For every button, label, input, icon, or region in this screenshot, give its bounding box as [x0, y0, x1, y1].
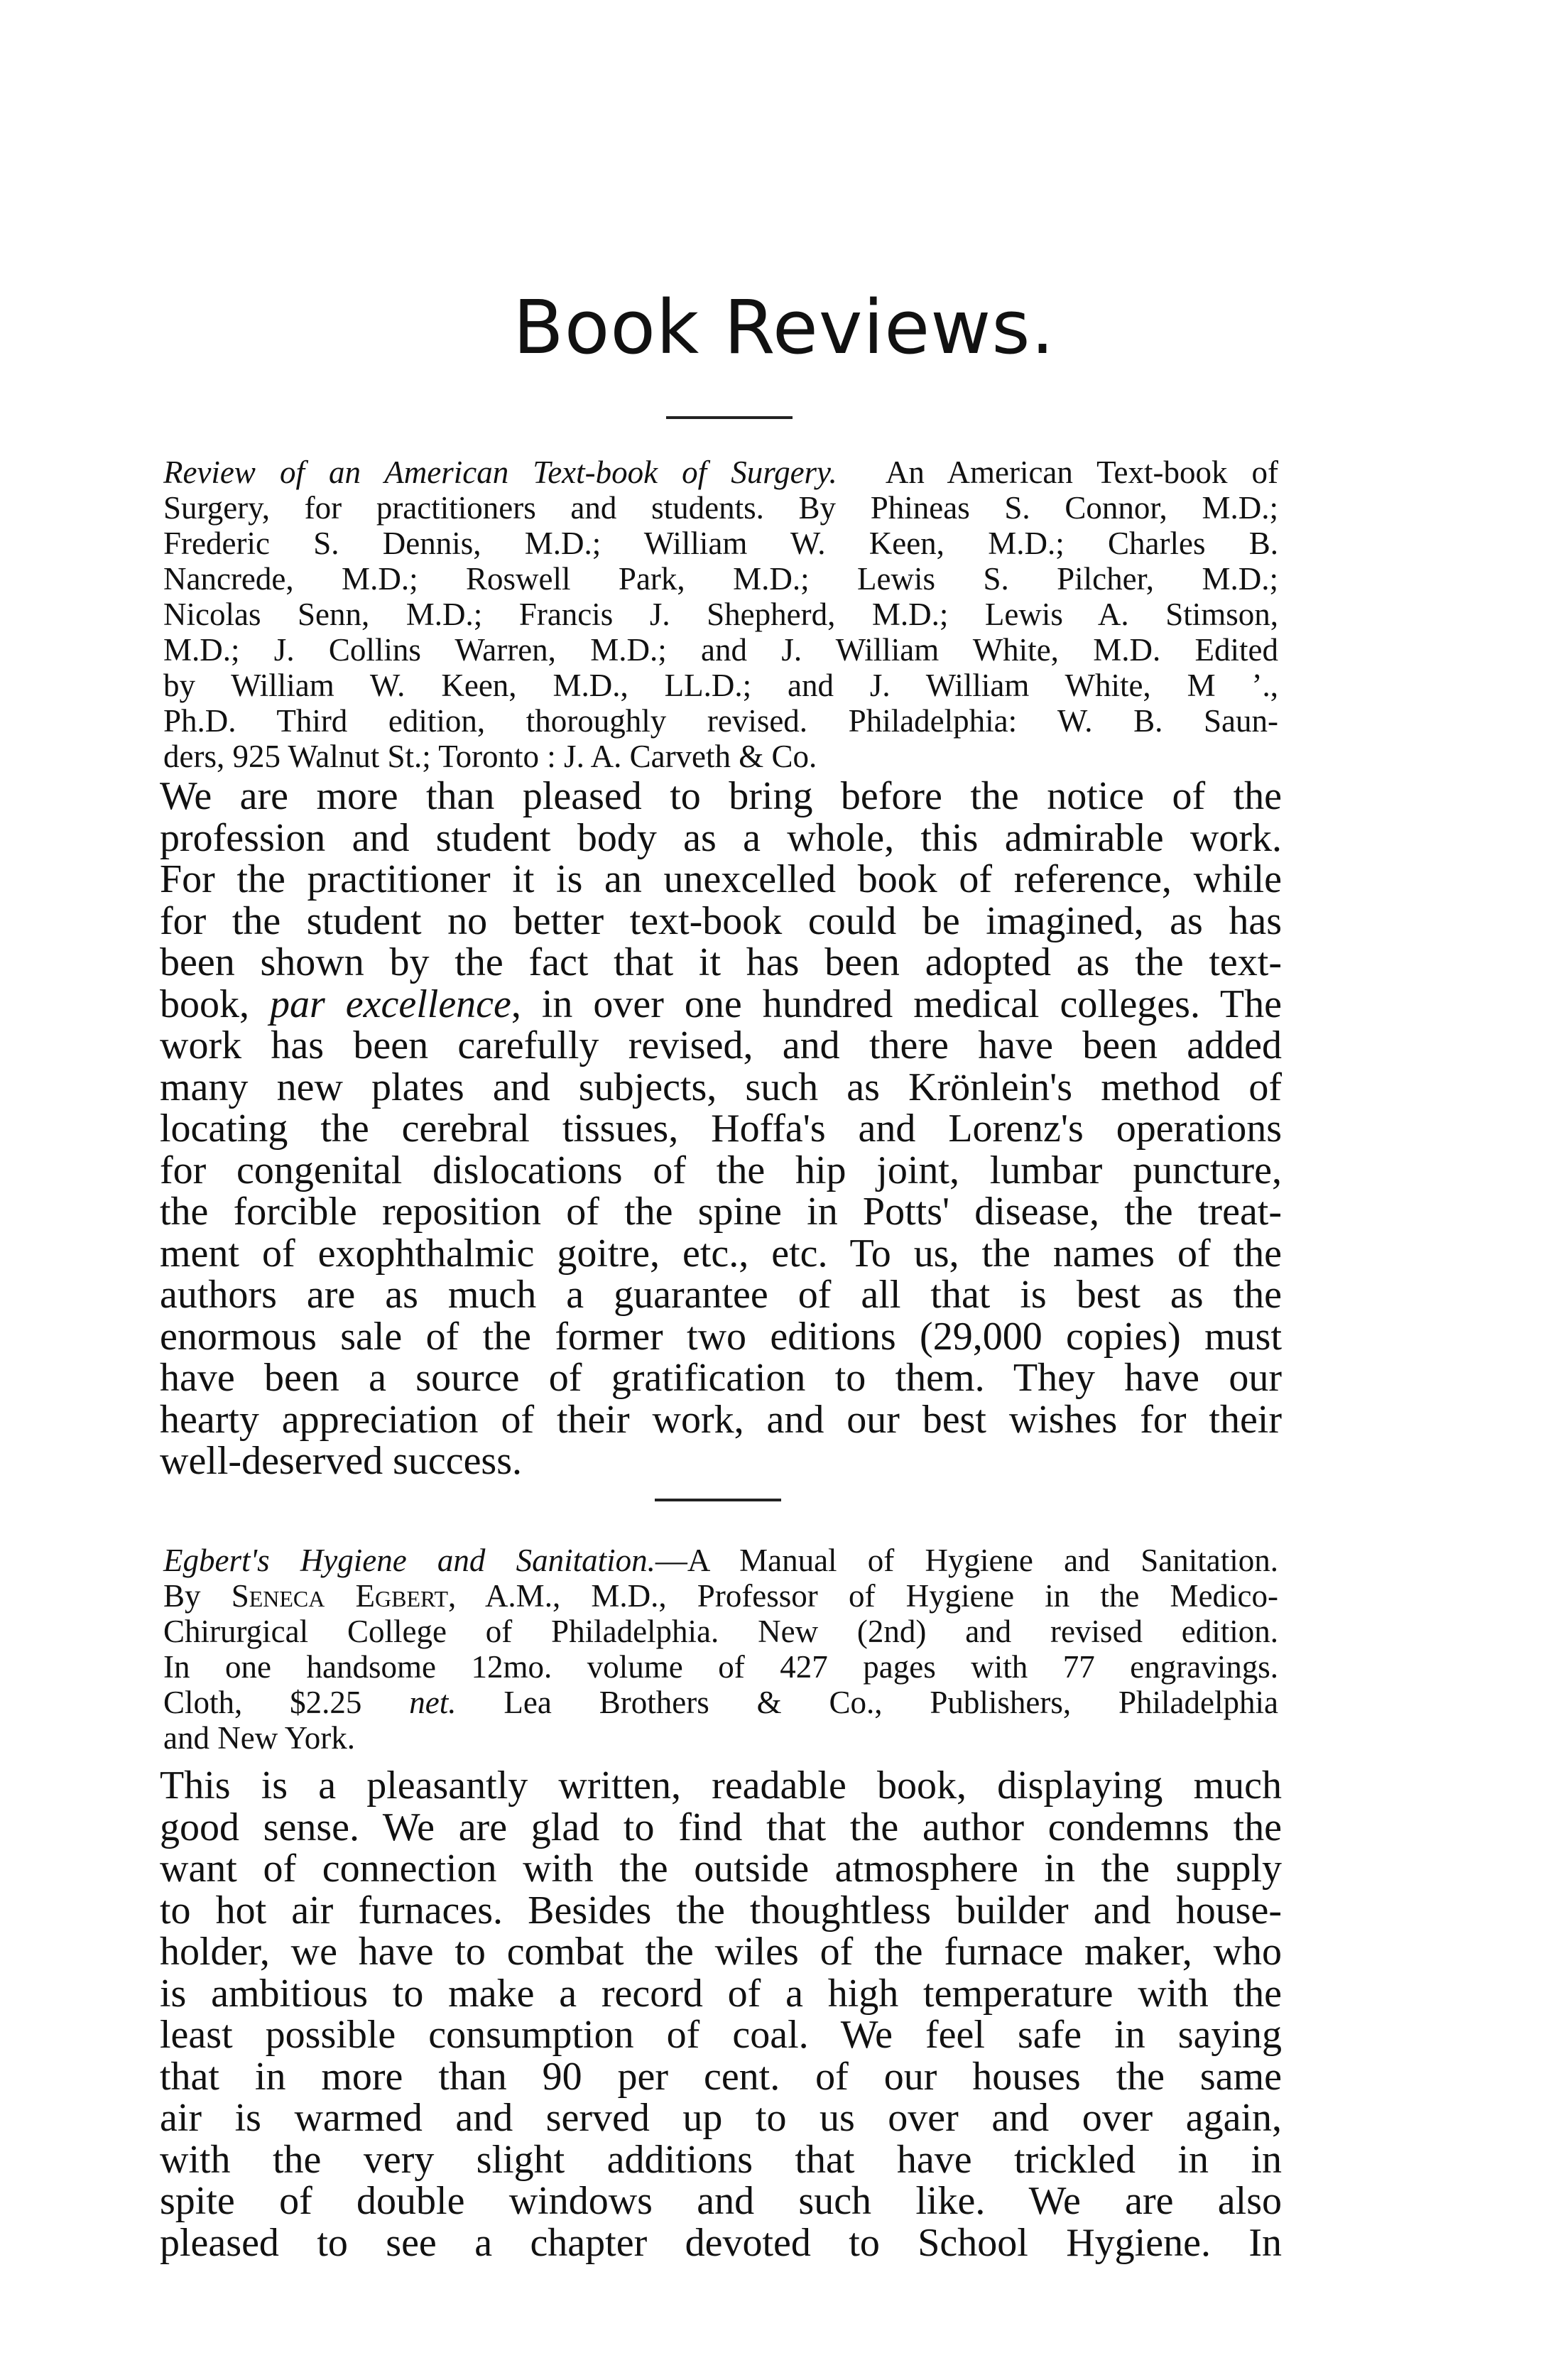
- citation-line: By Seneca Egbert, A.M., M.D., Professor of Hygiene in the Medico-: [163, 1578, 1278, 1614]
- body-line: holder, we have to combat the wiles of the furnace maker, who: [160, 1930, 1282, 1974]
- citation-line: by William W. Keen, M.D., LL.D.; and J. William White, M ʼ.,: [163, 668, 1278, 703]
- review2-body: [160, 1765, 1282, 2263]
- body-line: pleased to see a chapter devoted to School Hygiene. In: [160, 2220, 1282, 2265]
- body-line: locating the cerebral tissues, Hoffa's and Lorenz's operations: [160, 1107, 1282, 1151]
- citation-line: M.D.; J. Collins Warren, M.D.; and J. William White, M.D. Edited: [163, 632, 1278, 668]
- body-line: profession and student body as a whole, this admirable work.: [160, 815, 1282, 860]
- body-line: good sense. We are glad to find that the author condemns the: [160, 1805, 1282, 1849]
- body-line: well-deserved success.: [160, 1439, 523, 1483]
- body-line: This is a pleasantly written, readable book, displaying much: [160, 1763, 1282, 1808]
- body-line: hearty appreciation of their work, and our best wishes for their: [160, 1397, 1282, 1442]
- citation-line: Surgery, for practitioners and students. By Phineas S. Connor, M.D.;: [163, 490, 1278, 526]
- body-line: is ambitious to make a record of a high temperature with the: [160, 1971, 1282, 2016]
- review2-citation: [163, 1543, 1278, 1756]
- italic-word: net.: [409, 1685, 457, 1720]
- citation-line: Review of an American Text-book of Surgery. An American Text-book of: [163, 455, 1279, 490]
- body-line: have been a source of gratification to them. They have our: [160, 1356, 1282, 1400]
- body-line: work has been carefully revised, and there have been added: [160, 1023, 1282, 1067]
- body-line: enormous sale of the former two editions (29,000 copies) must: [160, 1314, 1282, 1359]
- citation-title: Egbert's Hygiene and Sanitation.: [163, 1543, 655, 1578]
- citation-line: Cloth, $2.25 net. Lea Brothers & Co., Publishers, Philadelphia: [163, 1685, 1278, 1720]
- body-line: We are more than pleased to bring before the notice of the: [160, 774, 1282, 818]
- body-line: been shown by the fact that it has been adopted as the text-: [160, 940, 1282, 984]
- author-name: Seneca Egbert: [231, 1578, 448, 1614]
- body-line: least possible consumption of coal. We feel safe in saying: [160, 2013, 1282, 2057]
- italic-phrase: par excellence: [270, 982, 511, 1026]
- citation-line: Nancrede, M.D.; Roswell Park, M.D.; Lewis S. Pilcher, M.D.;: [163, 561, 1278, 597]
- citation-title: Review of an American Text-book of Surgery.: [163, 455, 837, 490]
- review1-citation: [163, 455, 1278, 774]
- body-line: book, par excellence, in over one hundred medical colleges. The: [160, 982, 1282, 1026]
- page-heading: Book Reviews.: [513, 284, 1055, 371]
- body-line: ment of exophthalmic goitre, etc., etc. To us, the names of the: [160, 1231, 1282, 1276]
- citation-line: Nicolas Senn, M.D.; Francis J. Shepherd, M.D.; Lewis A. Stimson,: [163, 597, 1278, 632]
- body-line: want of connection with the outside atmosphere in the supply: [160, 1847, 1282, 1891]
- review1-body: [160, 776, 1282, 1482]
- citation-line: Frederic S. Dennis, M.D.; William W. Keen, M.D.; Charles B.: [163, 526, 1278, 561]
- body-line: air is warmed and served up to us over and over again,: [160, 2096, 1282, 2140]
- body-line: for congenital dislocations of the hip joint, lumbar puncture,: [160, 1148, 1282, 1192]
- citation-line: Egbert's Hygiene and Sanitation.—A Manual of Hygiene and Sanitation.: [163, 1543, 1278, 1578]
- body-line: many new plates and subjects, such as Krönlein's method of: [160, 1065, 1282, 1109]
- body-line: spite of double windows and such like. We are also: [160, 2179, 1282, 2223]
- body-line: For the practitioner it is an unexcelled book of reference, while: [160, 857, 1282, 901]
- body-line: that in more than 90 per cent. of our houses the same: [160, 2054, 1282, 2099]
- body-line: authors are as much a guarantee of all that is best as the: [160, 1273, 1282, 1317]
- citation-line: In one handsome 12mo. volume of 427 pages with 77 engravings.: [163, 1649, 1278, 1685]
- heading-rule: [666, 416, 793, 419]
- body-line: for the student no better text-book could be imagined, as has: [160, 898, 1282, 943]
- citation-line: ders, 925 Walnut St.; Toronto : J. A. Carveth & Co.: [163, 739, 817, 774]
- body-line: with the very slight additions that have trickled in in: [160, 2137, 1282, 2182]
- body-line: the forcible reposition of the spine in Potts' disease, the treat-: [160, 1190, 1282, 1234]
- section-rule: [655, 1499, 781, 1501]
- citation-line: and New York.: [163, 1720, 355, 1756]
- citation-line: Ph.D. Third edition, thoroughly revised. Philadelphia: W. B. Saun-: [163, 703, 1278, 739]
- body-line: to hot air furnaces. Besides the thoughtless builder and house-: [160, 1888, 1282, 1933]
- citation-line: Chirurgical College of Philadelphia. New (2nd) and revised edition.: [163, 1614, 1278, 1649]
